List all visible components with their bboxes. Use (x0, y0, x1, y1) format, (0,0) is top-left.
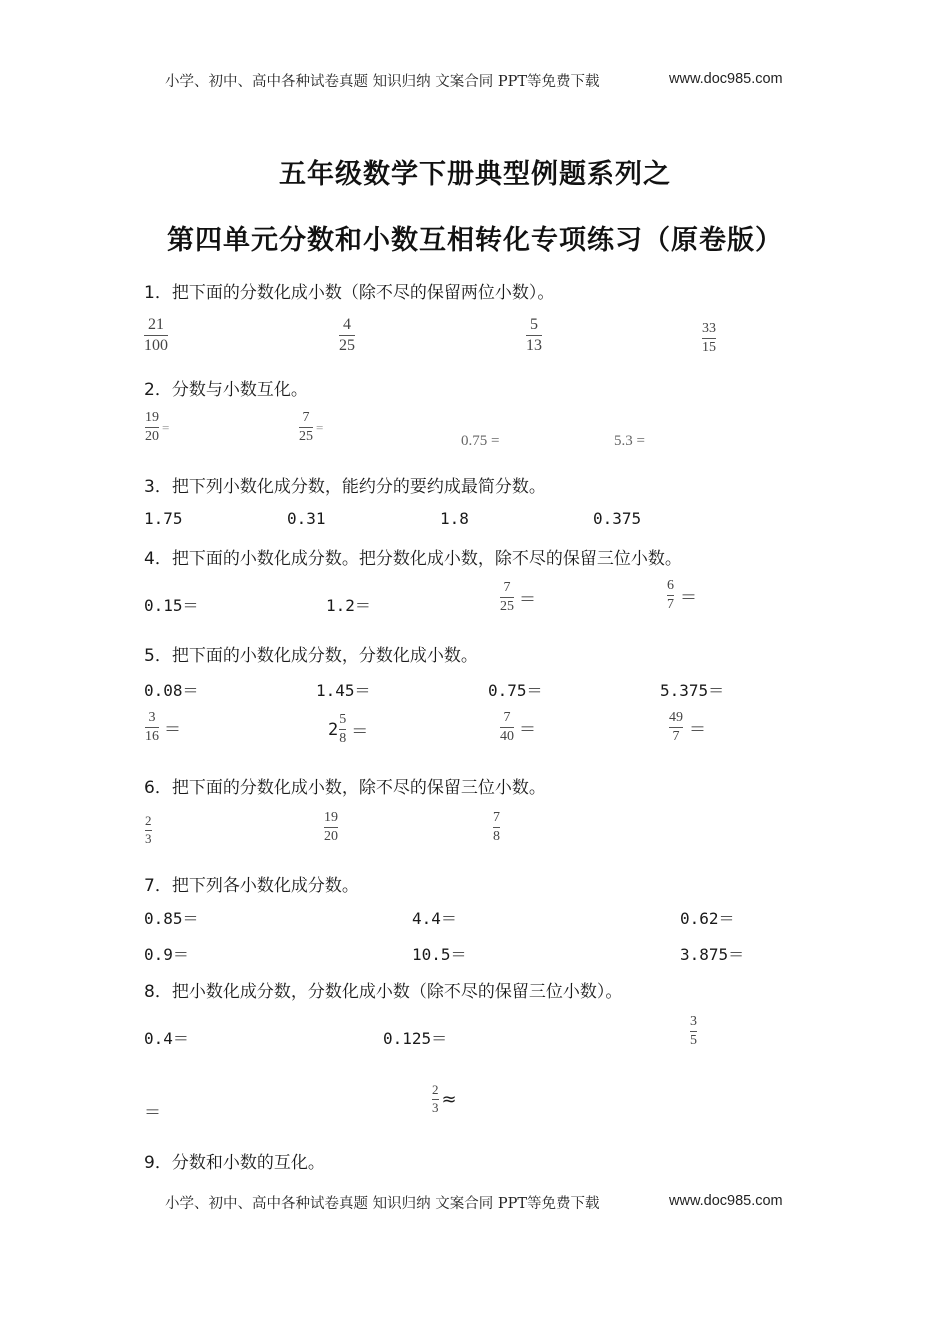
q5-fraction-4: $\frac{49}{7}$ ＝ (669, 710, 706, 745)
q1-fraction-2: $\frac{4}{25}$ (339, 316, 355, 355)
q2-decimal-2: 5.3 = (614, 433, 645, 449)
q1-fraction-4: $\frac{33}{15}$ (702, 321, 716, 356)
q6-fraction-3: $\frac{7}{8}$ (493, 810, 500, 845)
q5-item-2: 1.45＝ (316, 681, 371, 700)
q8-item-2: 0.125＝ (383, 1029, 448, 1048)
question-9: 9．分数和小数的互化。 (144, 1153, 325, 1173)
question-7: 7．把下列各小数化成分数。 (144, 876, 359, 896)
footer-text: 小学、初中、高中各种试卷真题 知识归纳 文案合同 PPT等免费下载 (165, 1196, 600, 1212)
q3-item-3: 1.8 (440, 509, 469, 528)
q4-item-2: 1.2＝ (326, 596, 371, 615)
q7-row1-item-1: 0.85＝ (144, 909, 199, 928)
footer-site-link[interactable]: www.doc985.com (669, 1193, 783, 1209)
q7-row2-item-2: 10.5＝ (412, 945, 467, 964)
page-footer (165, 1192, 600, 1213)
q5-item-4: 5.375＝ (660, 681, 725, 700)
q8-fraction-2: $\frac{2}{3}$ ≈ (432, 1082, 457, 1115)
q4-fraction-2: $\frac{6}{7}$ ＝ (667, 578, 697, 613)
question-1: 1．把下面的分数化成小数（除不尽的保留两位小数）。 (144, 283, 555, 303)
question-3: 3．把下列小数化成分数，能约分的要约成最简分数。 (144, 477, 546, 497)
q4-fraction-1: $\frac{7}{25}$ ＝ (500, 580, 536, 615)
q5-item-1: 0.08＝ (144, 681, 199, 700)
q5-fraction-1: $\frac{3}{16}$ ＝ (145, 710, 181, 745)
q1-fraction-3: $\frac{5}{13}$ (526, 316, 542, 355)
q2-fraction-1: $\frac{19}{20}$ = (145, 410, 170, 445)
q8-equals: ＝ (144, 1103, 161, 1123)
question-8: 8．把小数化成分数，分数化成小数（除不尽的保留三位小数）。 (144, 982, 623, 1002)
q5-fraction-3: $\frac{7}{40}$ ＝ (500, 710, 536, 745)
title-line-1: 五年级数学下册典型例题系列之 (279, 159, 671, 190)
q8-item-1: 0.4＝ (144, 1029, 189, 1048)
q3-item-2: 0.31 (287, 509, 326, 528)
header-site-link[interactable]: www.doc985.com (669, 71, 783, 87)
page-header (165, 70, 600, 91)
question-4: 4．把下面的小数化成分数。把分数化成小数，除不尽的保留三位小数。 (144, 549, 682, 569)
q7-row1-item-2: 4.4＝ (412, 909, 457, 928)
q4-item-1: 0.15＝ (144, 596, 199, 615)
q1-fraction-1: $\frac{21}{100}$ (144, 316, 168, 355)
question-6: 6．把下面的分数化成小数，除不尽的保留三位小数。 (144, 778, 546, 798)
q2-decimal-1: 0.75 = (461, 433, 500, 449)
question-2: 2．分数与小数互化。 (144, 380, 308, 400)
title-line-2: 第四单元分数和小数互相转化专项练习（原卷版） (167, 225, 783, 256)
q5-item-3: 0.75＝ (488, 681, 543, 700)
q7-row1-item-3: 0.62＝ (680, 909, 735, 928)
q6-fraction-2: $\frac{19}{20}$ (324, 810, 338, 845)
q5-mixed-number: 2 $\frac{5}{8}$ ＝ (328, 712, 369, 747)
q8-fraction-1: $\frac{3}{5}$ (690, 1014, 697, 1049)
q7-row2-item-1: 0.9＝ (144, 945, 189, 964)
q6-fraction-1: $\frac{2}{3}$ (145, 813, 152, 846)
header-text: 小学、初中、高中各种试卷真题 知识归纳 文案合同 PPT等免费下载 (165, 74, 600, 90)
q7-row2-item-3: 3.875＝ (680, 945, 745, 964)
q3-item-1: 1.75 (144, 509, 183, 528)
q3-item-4: 0.375 (593, 509, 642, 528)
question-5: 5．把下面的小数化成分数，分数化成小数。 (144, 646, 478, 666)
q2-fraction-2: $\frac{7}{25}$ = (299, 410, 324, 445)
